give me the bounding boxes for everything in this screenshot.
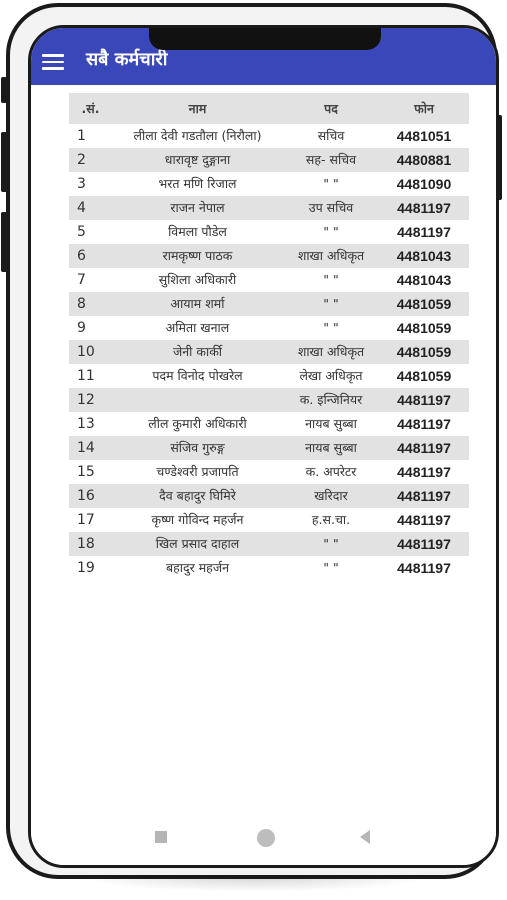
row-sn: 17 (77, 512, 95, 528)
row-post: नायब सुब्बा (305, 416, 357, 431)
row-name: अमिता खनाल (165, 320, 230, 335)
row-sn: 2 (69, 148, 112, 172)
row-name: दैव बहादुर घिमिरे (112, 484, 283, 508)
table-row[interactable] (69, 124, 469, 148)
row-sn: 4 (69, 196, 112, 220)
table-row[interactable] (69, 148, 469, 172)
row-name: चण्डेश्वरी प्रजापति (156, 464, 239, 479)
row-phone: 4481059 (396, 320, 452, 336)
row-phone: 4481197 (397, 416, 451, 432)
row-phone: 4481043 (396, 272, 452, 288)
app-bar (31, 28, 496, 85)
row-phone: 4481197 (397, 464, 451, 480)
system-nav-bar (31, 813, 496, 865)
row-sn: 1 (77, 128, 86, 144)
row-sn: 18 (69, 532, 112, 556)
row-phone: 4481197 (379, 484, 469, 508)
table-row[interactable] (69, 412, 469, 436)
row-phone: 4481197 (397, 512, 451, 528)
row-name: सुशिला अधिकारी (158, 272, 237, 287)
row-name: खिल प्रसाद दाहाल (112, 532, 283, 556)
row-phone: 4481059 (379, 340, 469, 364)
row-post: " " (283, 532, 379, 556)
table-row[interactable] (69, 532, 469, 556)
row-name: कृष्ण गोविन्द महर्जन (151, 512, 244, 527)
row-phone: 4481059 (396, 368, 452, 384)
table-row[interactable] (69, 388, 469, 412)
table-row[interactable] (69, 316, 469, 340)
row-post: " " (323, 320, 339, 335)
row-sn: 6 (69, 244, 112, 268)
row-sn: 13 (77, 416, 95, 432)
row-name: बहादुर महर्जन (165, 560, 230, 575)
row-post: " " (323, 176, 339, 191)
row-name: लीला देवी गडतौला (निरौला) (133, 128, 262, 143)
row-name: पदम विनोद पोखरेल (152, 368, 243, 383)
column-header-sn: .सं. (69, 93, 112, 124)
row-phone: 4481051 (396, 128, 452, 144)
row-post: शाखा अधिकृत (283, 340, 379, 364)
staff-table-body (69, 124, 469, 580)
row-post: उप सचिव (283, 196, 379, 220)
row-phone: 4481197 (379, 196, 469, 220)
row-sn: 3 (77, 176, 86, 192)
row-sn: 14 (69, 436, 112, 460)
table-row[interactable] (69, 220, 469, 244)
table-row[interactable] (69, 508, 469, 532)
row-name: आयाम शर्मा (112, 292, 283, 316)
row-sn: 8 (69, 292, 112, 316)
table-header-row (69, 93, 469, 124)
table-row[interactable] (69, 484, 469, 508)
row-post: " " (323, 560, 339, 575)
table-row[interactable] (69, 340, 469, 364)
row-name (112, 388, 283, 412)
row-phone: 4481043 (379, 244, 469, 268)
phone-frame (6, 3, 497, 879)
row-post: सचिव (317, 128, 345, 143)
table-row[interactable] (69, 172, 469, 196)
row-post: " " (283, 292, 379, 316)
table-row[interactable] (69, 460, 469, 484)
row-name: राजन नेपाल (112, 196, 283, 220)
row-phone: 4481197 (379, 388, 469, 412)
table-row[interactable] (69, 556, 469, 580)
triangle-back-icon[interactable] (360, 830, 370, 844)
phone-side-button (1, 77, 7, 103)
table-row[interactable] (69, 244, 469, 268)
phone-side-button (1, 212, 7, 272)
phone-notch (149, 28, 381, 50)
row-sn: 10 (69, 340, 112, 364)
row-post: क. अपरेटर (305, 464, 357, 479)
row-sn: 16 (69, 484, 112, 508)
row-phone: 4481197 (379, 532, 469, 556)
staff-list-content[interactable] (31, 85, 496, 819)
table-row[interactable] (69, 364, 469, 388)
page-title: सबै कर्मचारी (86, 49, 168, 70)
row-post: शाखा अधिकृत (283, 244, 379, 268)
row-phone: 4481197 (397, 560, 451, 576)
row-phone: 4481197 (397, 224, 451, 240)
table-row[interactable] (69, 268, 469, 292)
row-sn: 19 (77, 560, 95, 576)
table-row[interactable] (69, 292, 469, 316)
phone-side-button (1, 132, 7, 192)
column-header-post: पद (283, 93, 379, 124)
row-post: नायब सुब्बा (283, 436, 379, 460)
row-post: " " (323, 224, 339, 239)
row-sn: 5 (77, 224, 86, 240)
row-phone: 4480881 (379, 148, 469, 172)
phone-screen (28, 25, 499, 868)
column-header-phone: फोन (379, 93, 469, 124)
row-post: सह- सचिव (283, 148, 379, 172)
hamburger-menu-icon[interactable] (42, 54, 64, 70)
row-post: खरिदार (283, 484, 379, 508)
row-name: धारावृष्ट दुङ्गाना (112, 148, 283, 172)
row-name: संजिव गुरुङ्ग (112, 436, 283, 460)
row-name: विमला पौडेल (168, 224, 227, 239)
column-header-name: नाम (112, 93, 283, 124)
row-sn: 12 (69, 388, 112, 412)
row-post: क. इन्जिनियर (283, 388, 379, 412)
row-name: जेनी कार्की (112, 340, 283, 364)
row-phone: 4481059 (379, 292, 469, 316)
row-sn: 11 (77, 368, 95, 384)
staff-table (69, 93, 469, 580)
table-row[interactable] (69, 196, 469, 220)
row-post: " " (323, 272, 339, 287)
square-icon[interactable] (155, 831, 167, 843)
row-sn: 15 (77, 464, 95, 480)
row-phone: 4481197 (379, 436, 469, 460)
row-sn: 7 (77, 272, 86, 288)
row-post: ह.स.चा. (311, 512, 351, 527)
row-name: लील कुमारी अधिकारी (148, 416, 247, 431)
row-post: लेखा अधिकृत (299, 368, 363, 383)
row-name: भरत मणि रिजाल (158, 176, 237, 191)
circle-icon[interactable] (257, 829, 275, 847)
row-phone: 4481090 (396, 176, 452, 192)
row-name: रामकृष्ण पाठक (112, 244, 283, 268)
table-row[interactable] (69, 436, 469, 460)
row-sn: 9 (77, 320, 86, 336)
